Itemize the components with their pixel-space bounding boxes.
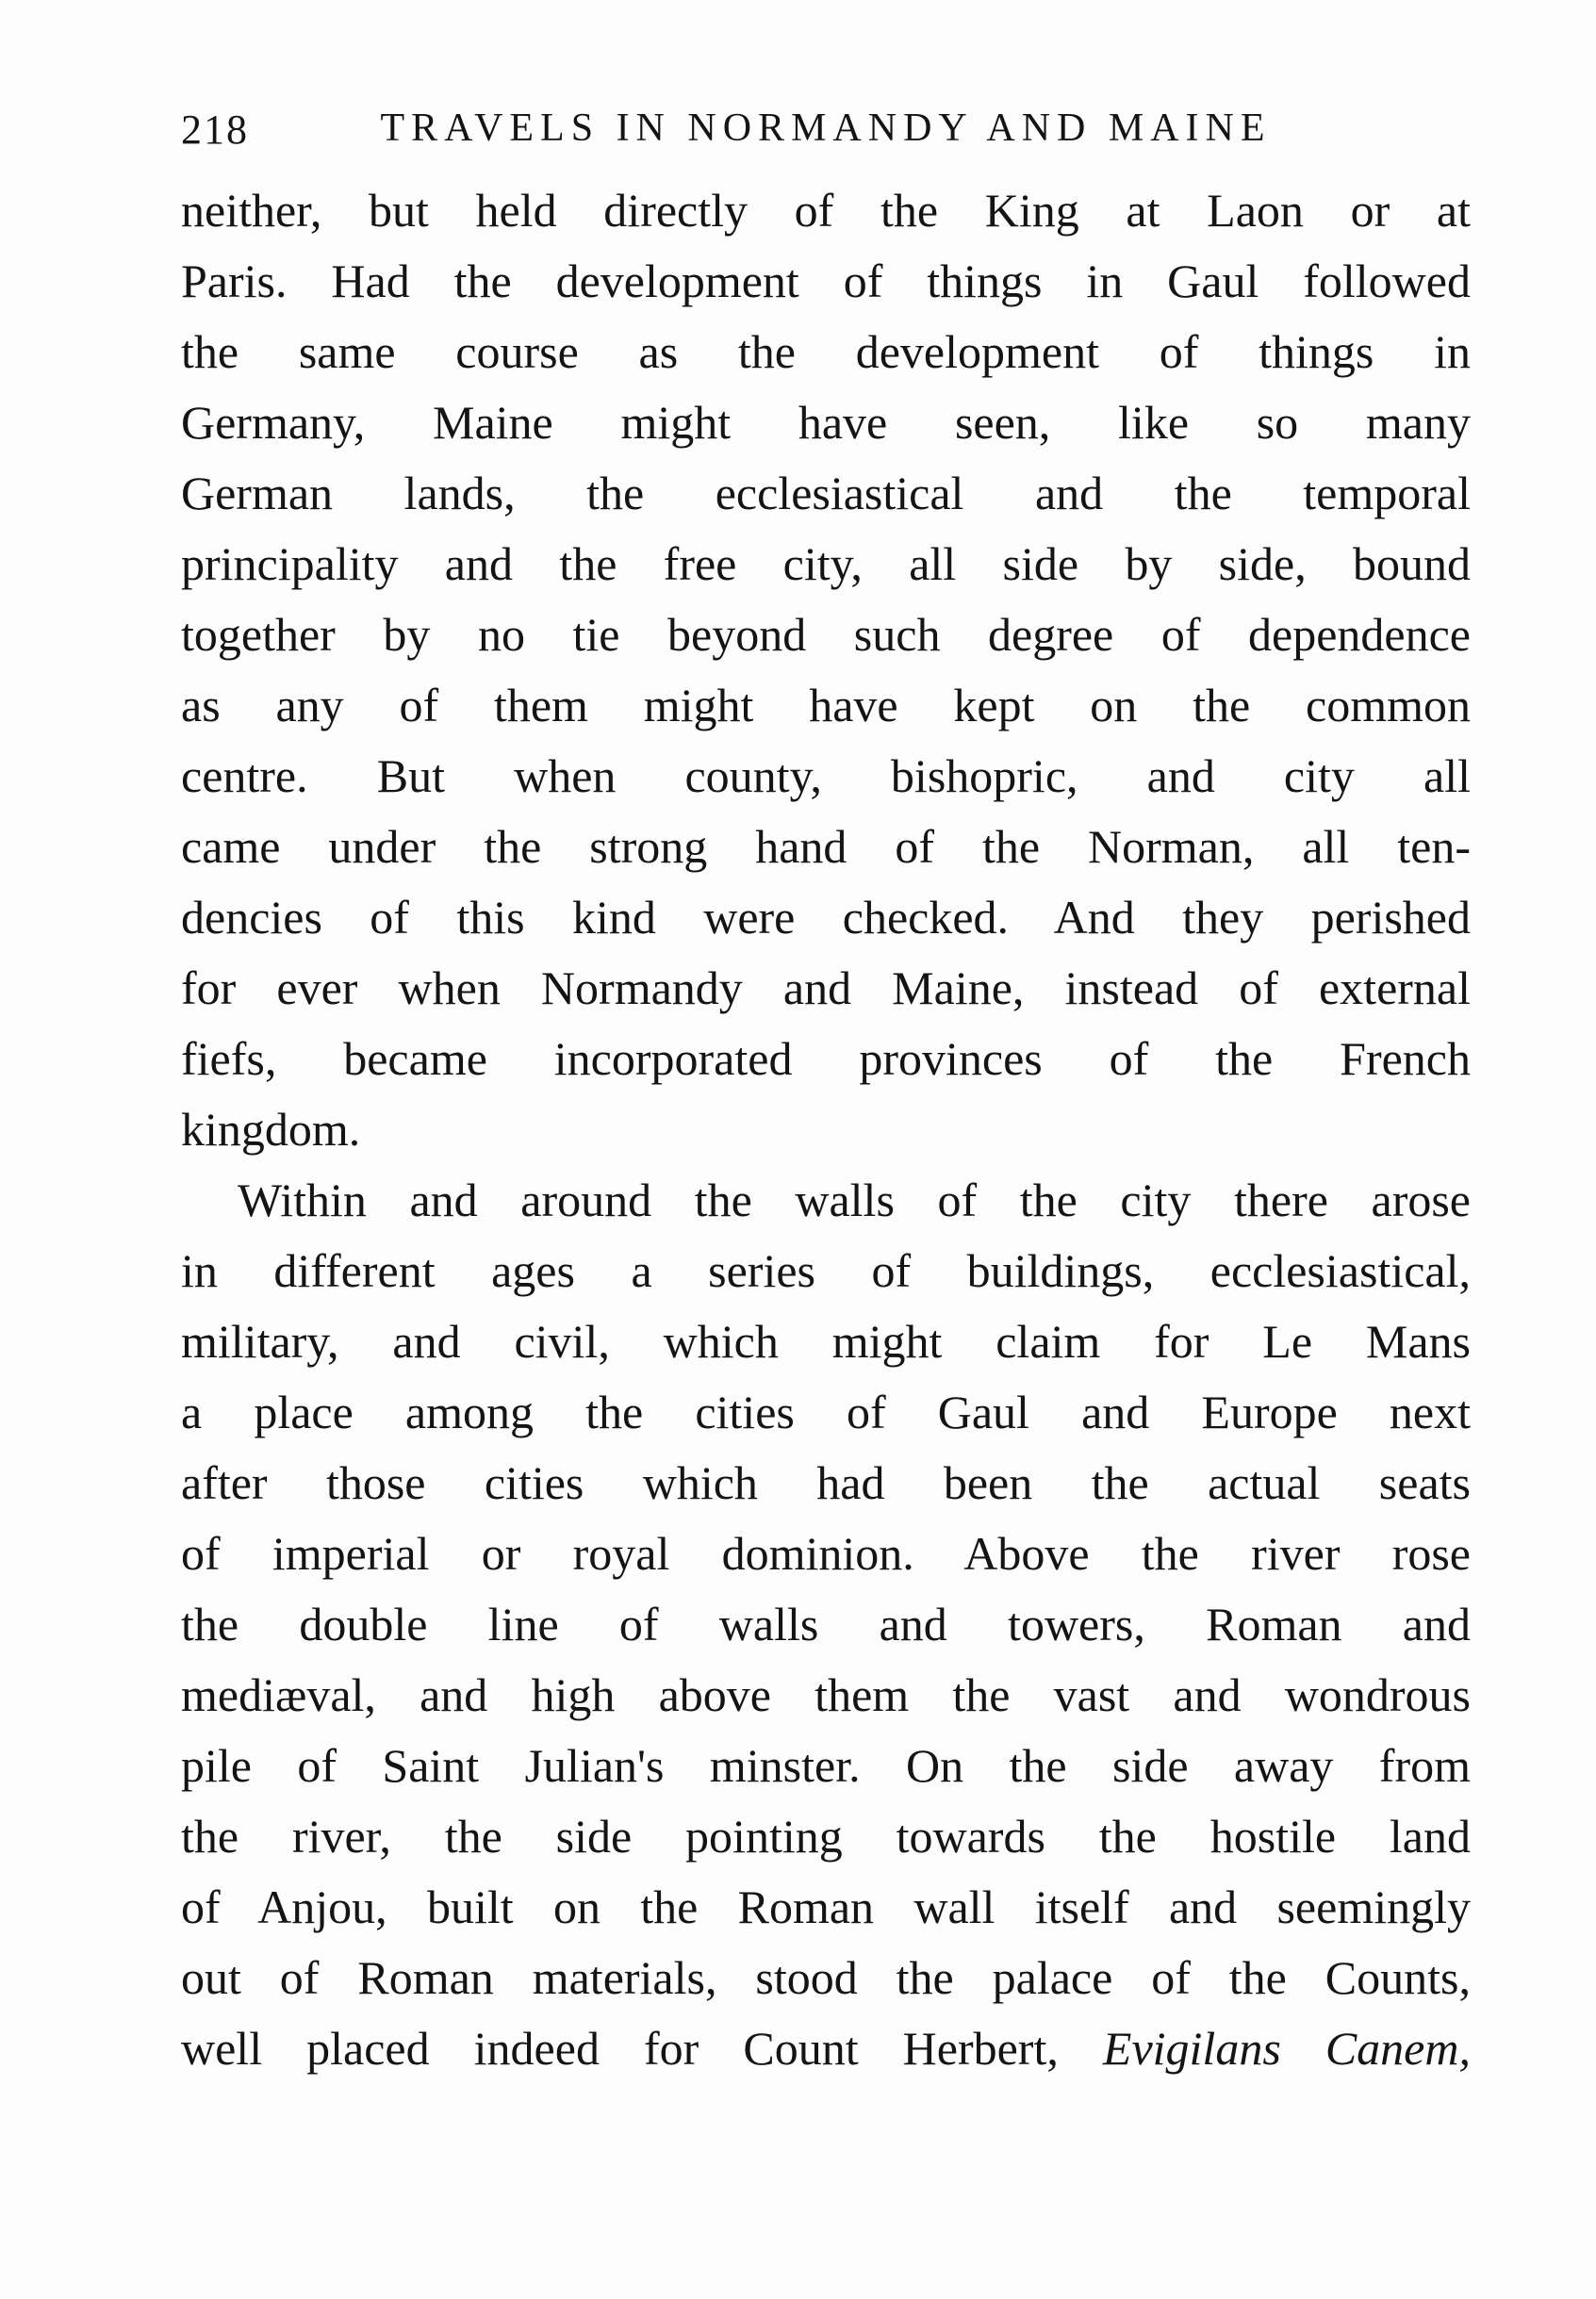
text-line: out of Roman materials, stood the palace of the Counts, [181, 1951, 1471, 2004]
text-line: Within and around the walls of the city there arose [238, 1174, 1471, 1226]
text-line: the river, the side pointing towards the hostile land [181, 1810, 1471, 1863]
running-title: TRAVELS IN NORMANDY AND MAINE [380, 107, 1272, 150]
latin-phrase-italic: Evigilans Canem, [1102, 2022, 1471, 2075]
text-line: dencies of this kind were checked. And they perished [181, 891, 1471, 944]
text-line: a place among the cities of Gaul and Europe next [181, 1386, 1471, 1438]
text-line: pile of Saint Julian's minster. On the side away from [181, 1739, 1471, 1792]
text-line: fiefs, became incorporated provinces of the French [181, 1032, 1471, 1085]
text-line: the same course as the development of things in [181, 325, 1471, 378]
paragraph-1 [181, 175, 1471, 1165]
text-line: neither, but held directly of the King at Laon or at [181, 184, 1471, 237]
text-line: as any of them might have kept on the common [181, 679, 1471, 731]
text-line: Germany, Maine might have seen, like so many [181, 396, 1471, 449]
text-line: after those cities which had been the actual seats [181, 1456, 1471, 1509]
text-line: mediæval, and high above them the vast and wondrous [181, 1668, 1471, 1721]
text-line: centre. But when county, bishopric, and city all [181, 749, 1471, 802]
text-line: military, and civil, which might claim for Le Mans [181, 1315, 1471, 1368]
text-line: the double line of walls and towers, Roman and [181, 1598, 1471, 1650]
text-line: Paris. Had the development of things in Gaul followed [181, 255, 1471, 307]
text-line: came under the strong hand of the Norman, all ten- [181, 820, 1471, 873]
text-line: kingdom. [181, 1103, 361, 1156]
text-line: principality and the free city, all side by side, bound [181, 537, 1471, 590]
text-line: in different ages a series of buildings, ecclesiastical, [181, 1244, 1471, 1297]
page-number: 218 [181, 107, 249, 153]
page-header [181, 100, 1471, 155]
text-line: for ever when Normandy and Maine, instead of external [181, 961, 1471, 1014]
paragraph-2 [181, 1165, 1471, 2013]
text-line: together by no tie beyond such degree of dependence [181, 608, 1471, 661]
text-line: German lands, the ecclesiastical and the temporal [181, 467, 1471, 519]
final-line-regular-text: well placed indeed for Count Herbert, [181, 2022, 1103, 2075]
body-text [181, 175, 1471, 2084]
paragraph-2-final-line [181, 2013, 1471, 2084]
text-line: of imperial or royal dominion. Above the river rose [181, 1527, 1471, 1580]
text-line: of Anjou, built on the Roman wall itself and seemingly [181, 1880, 1471, 1933]
